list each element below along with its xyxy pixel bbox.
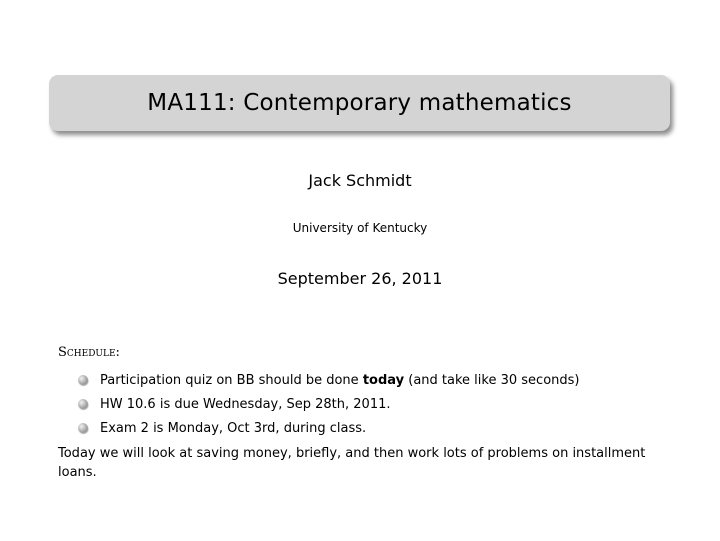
title-box [49,75,670,131]
schedule-item-text [100,397,391,412]
schedule-list [78,368,579,440]
summary-paragraph: Today we will look at saving money, briefly, and then work lots of problems on installment loans. [58,446,646,480]
slide-title: MA111: Contemporary mathematics [147,90,572,116]
author-name: Jack Schmidt [308,171,412,190]
institute-name: University of Kentucky [292,221,428,235]
presentation-date: September 26, 2011 [277,269,443,288]
schedule-heading: Schedule: [58,345,120,360]
bullet-icon [78,375,88,385]
schedule-item-text-before: Exam 2 is Monday, Oct 3rd, during class. [100,420,367,436]
schedule-item-text-after: (and take like 30 seconds) [404,372,580,388]
schedule-item-text [100,373,579,388]
schedule-item-emphasis: today [362,372,405,388]
schedule-item [78,392,579,416]
schedule-item-text [100,421,366,436]
schedule-item [78,416,579,440]
bullet-icon [78,423,88,433]
bullet-icon [78,399,88,409]
schedule-item [78,368,579,392]
schedule-item-text-before: Participation quiz on BB should be done [100,372,363,388]
schedule-item-text-before: HW 10.6 is due Wednesday, Sep 28th, 2011. [100,396,391,412]
